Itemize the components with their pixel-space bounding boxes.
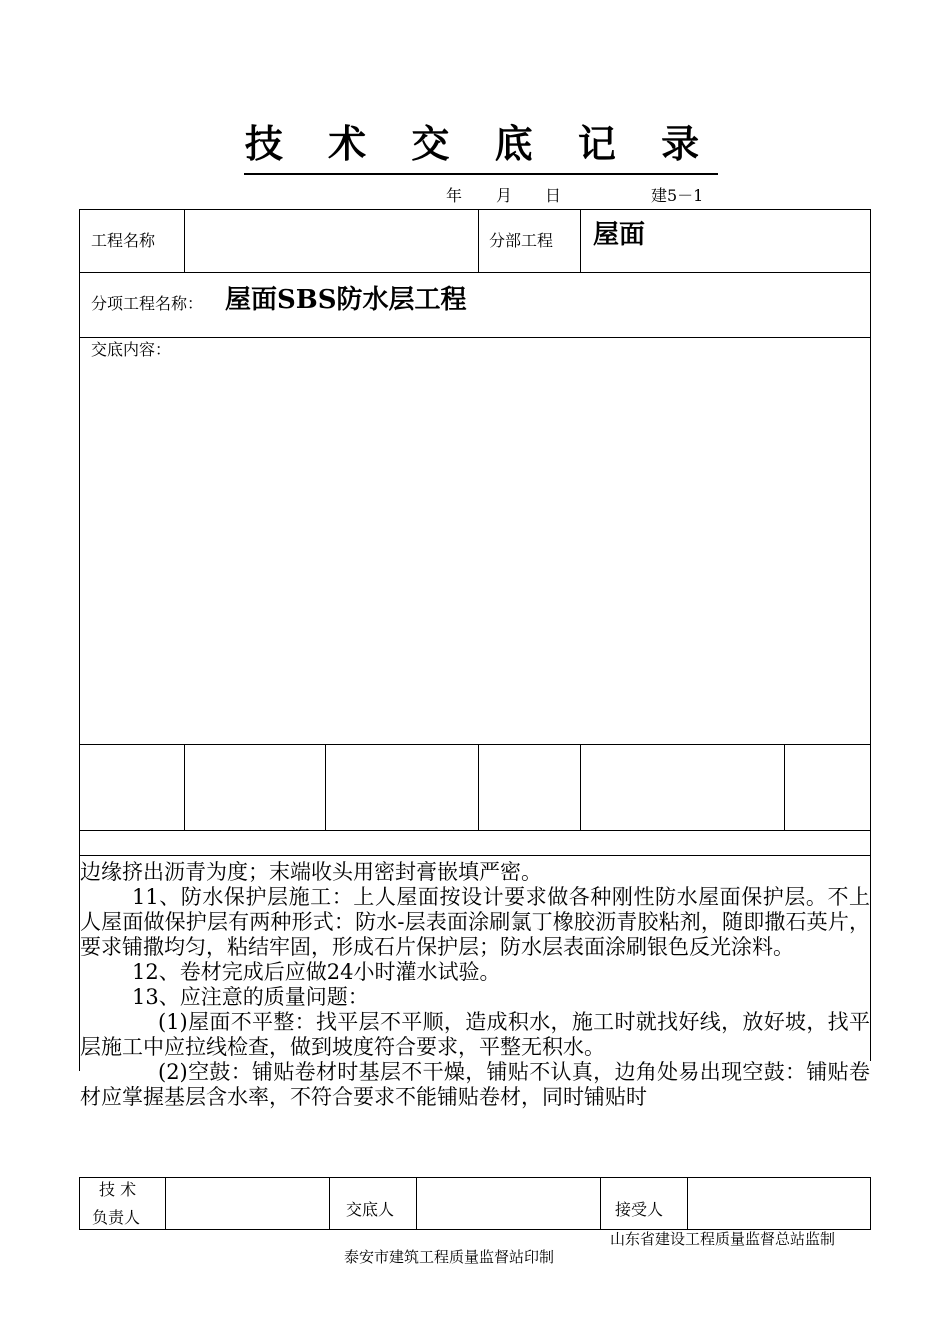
table-col-divider — [784, 744, 785, 830]
subitem-value: 屋面SBS防水层工程 — [225, 285, 467, 315]
subitem-label: 分项工程名称： — [91, 294, 204, 313]
sig-col-divider — [329, 1177, 330, 1229]
document-title: 技 术 交 底 记 录 — [244, 122, 716, 166]
division-label: 分部工程 — [489, 231, 554, 250]
table-row-divider — [79, 855, 871, 856]
form-number: 建5－1 — [651, 186, 704, 205]
content-paragraph: (1)屋面不平整：找平层不平顺，造成积水，施工时就找好线，放好坡，找平层施工中应拉线检查，做到坡度符合要求，平整无积水。 — [80, 1010, 870, 1059]
tech-lead-label-2: 负责人 — [92, 1208, 141, 1227]
division-value: 屋面 — [593, 220, 646, 250]
content-paragraph: 12、卷材完成后应做24小时灌水试验。 — [132, 960, 501, 984]
project-name-label: 工程名称 — [91, 231, 156, 250]
content-body — [80, 860, 870, 1110]
table-row-divider — [79, 744, 871, 745]
table-col-divider — [325, 744, 326, 830]
tech-lead-label: 技 术 — [99, 1180, 137, 1199]
title-underline — [244, 173, 718, 175]
content-paragraph: 11、防水保护层施工：上人屋面按设计要求做各种刚性防水屋面保护层。不上人屋面做保护层有两种形式：防水-层表面涂刷氯丁橡胶沥青胶粘剂，随即撒石英片，要求铺撒均匀，粘结牢固，形成石片保护层；防水层表面涂刷银色反光涂料。 — [80, 885, 870, 959]
table-row-divider — [79, 830, 871, 831]
table-border-top — [79, 209, 871, 210]
date-year-label: 年 — [446, 186, 463, 205]
receiver-label: 接受人 — [615, 1200, 664, 1219]
discloser-label: 交底人 — [346, 1200, 395, 1219]
sig-border-top — [79, 1177, 871, 1178]
sig-col-divider — [165, 1177, 166, 1229]
table-row-divider — [79, 272, 871, 273]
sig-border-left — [79, 1177, 80, 1229]
table-col-divider — [580, 209, 581, 272]
content-paragraph: 13、应注意的质量问题： — [132, 985, 369, 1009]
table-border-right — [870, 209, 871, 1061]
content-paragraph: 边缘挤出沥青为度；末端收头用密封膏嵌填严密。 — [80, 860, 542, 884]
content-label: 交底内容： — [91, 340, 172, 359]
supervisor-note: 山东省建设工程质量监督总站监制 — [610, 1230, 836, 1248]
sig-border-right — [870, 1177, 871, 1229]
content-paragraph: (2)空鼓：铺贴卷材时基层不干燥，铺贴不认真，边角处易出现空鼓：铺贴卷材应掌握基层含水率，不符合要求不能铺贴卷材，同时铺贴时 — [80, 1060, 870, 1109]
printer-note: 泰安市建筑工程质量监督站印制 — [344, 1248, 555, 1266]
table-col-divider — [478, 209, 479, 272]
sig-col-divider — [600, 1177, 601, 1229]
table-col-divider — [184, 209, 185, 272]
table-col-divider — [478, 744, 479, 830]
sig-col-divider — [416, 1177, 417, 1229]
date-day-label: 日 — [545, 186, 562, 205]
date-month-label: 月 — [496, 186, 513, 205]
table-row-divider — [79, 337, 871, 338]
table-col-divider — [580, 744, 581, 830]
sig-col-divider — [687, 1177, 688, 1229]
table-col-divider — [184, 744, 185, 830]
